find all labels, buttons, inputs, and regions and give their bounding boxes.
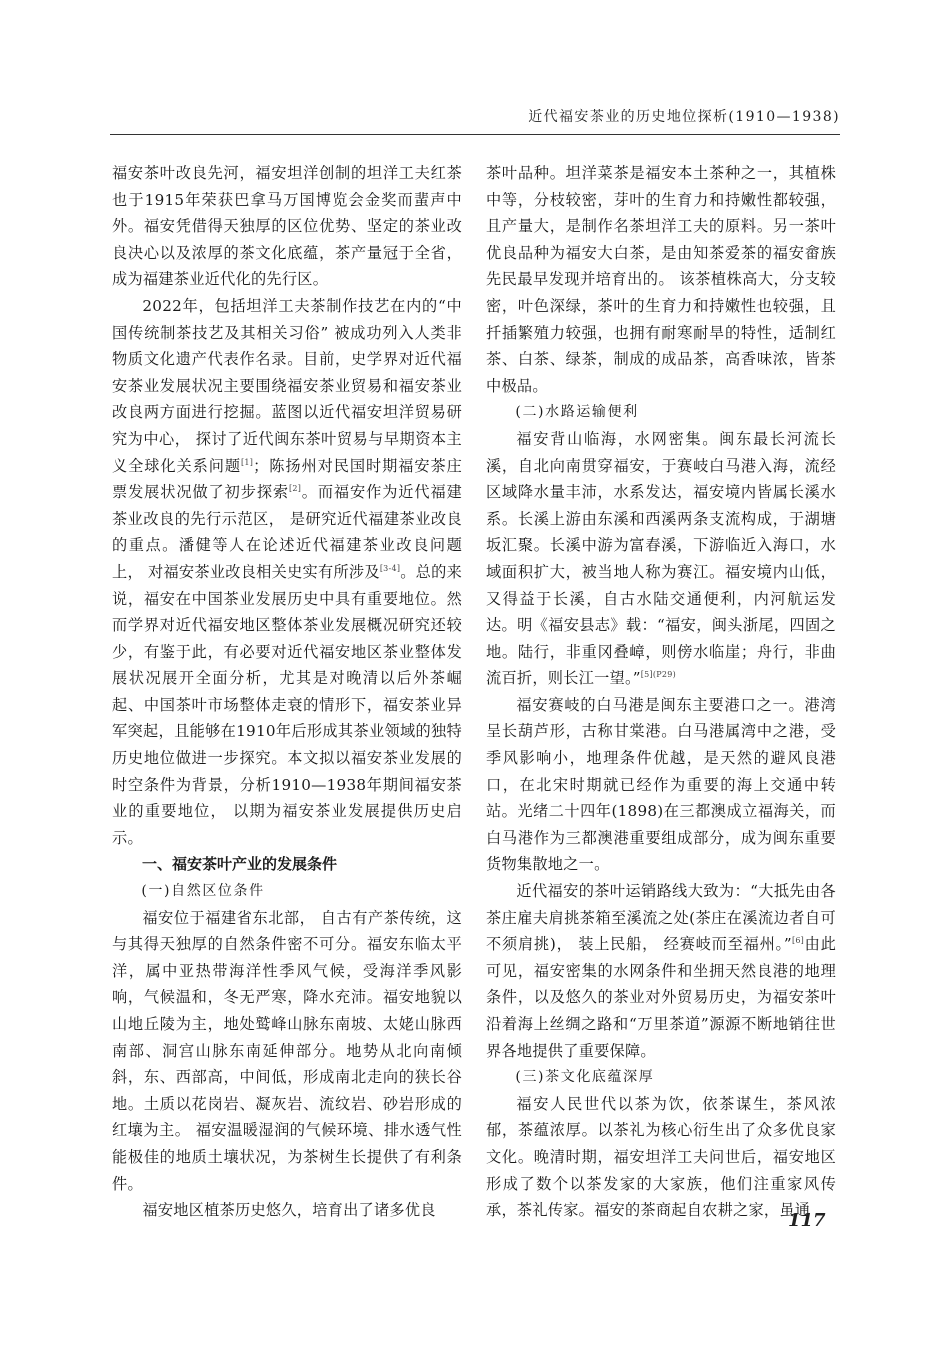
subsection-heading: (三)茶文化底蕴深厚 [515,1069,655,1086]
text: 。总的来说，福安在中国茶业发展历史中具有重要地位。然而学界对近代福安地区整体茶业发展概况研究还较少，有鉴于此，有必要对近代福安地区茶业整体发展状况展开全面分析，尤其是对晚清以后外茶崛起、中国茶叶市场整体走衰的情形下，福安茶业异军突起，且能够在1910年后形成其茶业领域的独特历史地位做进一步探究。本文拟以福安茶业发展的时空条件为背景，分析1910—1938年期间福安茶业的重要地位， 以期为福安茶业发展提供历史启示。 [112,562,463,847]
text: 。而福安作为近代福建茶业改良的先行示范区， 是研究近代福建茶业改良的重点。潘健等人在论述近代福建茶业改良问题上， 对福安茶业改良相关史实有所涉及 [112,483,463,581]
right-column [486,160,836,1224]
paragraph [486,426,836,692]
page-number: 117 [788,1210,826,1231]
text: 福安背山临海，水网密集。闽东最长河流长溪，自北向南贯穿福安，于赛岐白马港入海，流经区域降水量丰沛，水系发达，福安境内皆属长溪水系。长溪上游由东溪和西溪两条支流构成，于湖塘坂汇聚。长溪中游为富春溪，下游临近入海口，水域面积扩大，被当地人称为赛江。福安境内山低，又得益于长溪，自古水陆交通便利，内河航运发达。明《福安县志》载：“福安，闽头浙尾，四固之地。陆行，非重冈叠嶂，则傍水临崖；舟行，非曲流百折，则长江一望。” [486,429,836,688]
paragraph: 福安位于福建省东北部， 自古有产茶传统，这与其得天独厚的自然条件密不可分。福安东临太平洋，属中亚热带海洋性季风气候，受海洋季风影响，气候温和，冬无严寒，降水充沛。福安地貌以山地丘陵为主，地处鹫峰山脉东南坡、太姥山脉西南部、洞宫山脉东南延伸部分。地势从北向南倾斜，东、西部高，中间低，形成南北走向的狭长谷地。土质以花岗岩、凝灰岩、流纹岩、砂岩形成的红壤为主。 福安温暖湿润的气候环境、排水透气性能极佳的地质土壤状况，为茶树生长提供了有利条件。 [112,908,462,1193]
running-title: 近代福安茶业的历史地位探析(1910—1938) [528,109,840,125]
text: ；陈扬州对民国时期福安茶庄票发展状况做了初步探索 [112,456,463,502]
paragraph: 福安赛岐的白马港是闽东主要港口之一。港湾呈长葫芦形，古称甘棠港。白马港属湾中之港，受季风影响小，地理条件优越，是天然的避风良港口，在北宋时期就已经作为重要的海上交通中转站。光绪二十四年(1898)在三都澳成立福海关，而白马港作为三都澳港重要组成部分，成为闽东重要货物集散地之一。 [486,695,836,874]
subsection-heading: (一)自然区位条件 [141,883,265,900]
citation: [2] [289,484,302,494]
paragraph: 茶叶品种。坦洋菜茶是福安本土茶种之一，其植株中等，分枝较密，芽叶的生育力和持嫩性都较强，且产量大，是制作名茶坦洋工夫的原料。另一茶叶优良品种为福安大白茶，是由知茶爱茶的福安畲族先民最早发现并培育出的。 该茶植株高大，分支较密，叶色深绿，茶叶的生育力和持嫩性也较强，且扦插繁殖力较强，也拥有耐寒耐旱的特性，适制红茶、白茶、绿茶，制成的成品茶，高香味浓，皆茶中极品。 [486,164,836,395]
text: 由此可见，福安密集的水网条件和坐拥天然良港的地理条件，以及悠久的茶业对外贸易历史，为福安茶叶沿着海上丝绸之路和“万里茶道”源源不断地销往世界各地提供了重要保障。 [486,935,837,1060]
header-rule [110,134,840,135]
citation: [6] [791,936,805,946]
paragraph [486,878,836,1064]
text: 2022年，包括坦洋工夫茶制作技艺在内的“中国传统制茶技艺及其相关习俗” 被成功列入人类非物质文化遗产代表作名录。目前，史学界对近代福安茶业发展状况主要围绕福安茶业贸易和福安茶业改良两方面进行挖掘。蓝图以近代福安坦洋贸易研究为中心， 探讨了近代闽东茶叶贸易与早期资本主义全球化关系问题 [112,296,462,475]
paragraph: 福安地区植茶历史悠久，培育出了诸多优良 [142,1201,436,1220]
text: 近代福安的茶叶运销路线大致为：“大抵先由各茶庄雇夫肩挑茶箱至溪流之处(茶庄在溪流边者自可不须肩挑)， 装上民船， 经赛岐而至福州。” [486,882,836,954]
section-heading: 一、福安茶叶产业的发展条件 [142,855,338,874]
citation: [3-4] [379,563,401,573]
paragraph [112,293,462,851]
left-column [112,160,462,1224]
citation: [1] [241,457,254,467]
paragraph: 福安人民世代以茶为饮，依茶谋生，茶风浓郁，茶蕴浓厚。以茶礼为核心衍生出了众多优良家文化。晚清时期，福安坦洋工夫问世后，福安地区形成了数个以茶发家的大家族，他们注重家风传承，茶礼传家。福安的茶商起自农耕之家，虽通 [486,1094,836,1220]
citation: [5](P29) [640,670,676,680]
paragraph: 福安茶叶改良先河，福安坦洋创制的坦洋工夫红茶也于1915年荣获巴拿马万国博览会金奖而蜚声中外。福安凭借得天独厚的区位优势、坚定的茶业改良决心以及浓厚的茶文化底蕴，茶产量冠于全省，成为福建茶业近代化的先行区。 [112,164,462,289]
subsection-heading: (二)水路运输便利 [515,404,639,421]
